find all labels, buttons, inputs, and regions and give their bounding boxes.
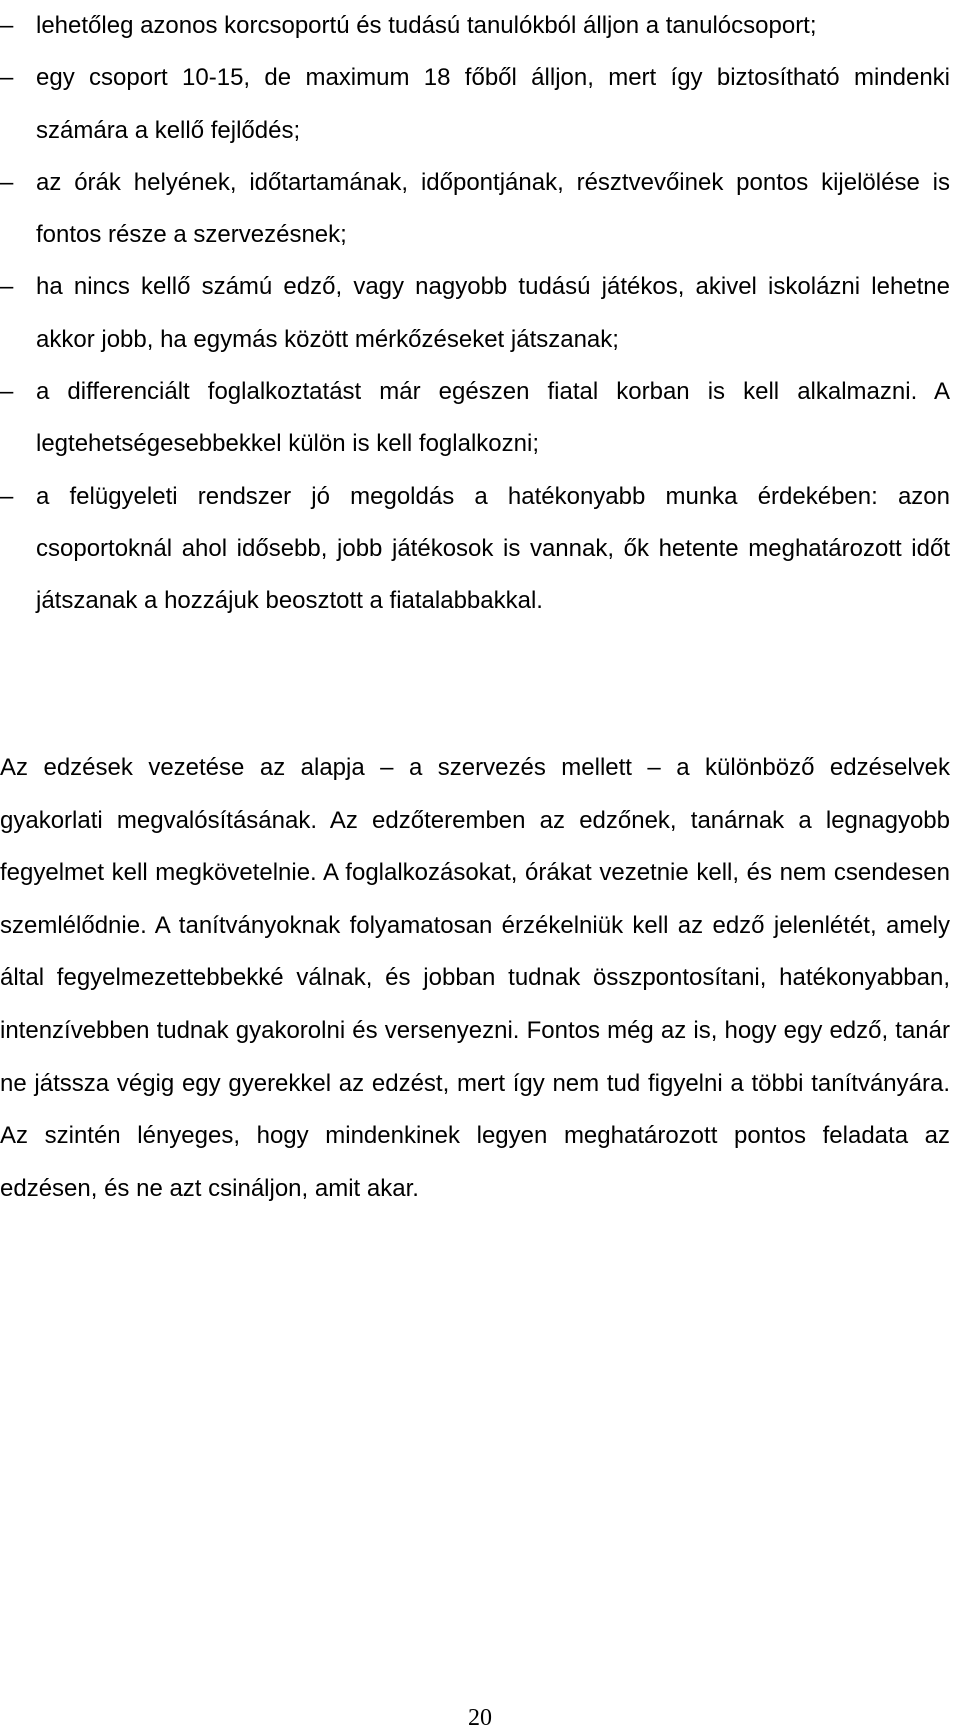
dash-bullet-icon: – <box>0 273 14 301</box>
list-item <box>0 0 960 52</box>
bullet-list <box>0 0 960 628</box>
list-item-text: ha nincs kellő számú edző, vagy nagyobb tudású játékos, akivel iskolázni lehetne akkor jobb, ha egymás között mérkőzéseket játszanak; <box>36 273 950 353</box>
list-item <box>0 157 960 262</box>
list-item <box>0 471 960 628</box>
list-item-text: egy csoport 10-15, de maximum 18 főből álljon, mert így biztosítható mindenki számára a kellő fejlődés; <box>36 64 950 144</box>
list-item-text: a felügyeleti rendszer jó megoldás a hatékonyabb munka érdekében: azon csoportoknál ahol idősebb, jobb játékosok is vannak, ők hetente meghatározott időt játszanak a hozzájuk beosztott a fiatalabbakkal. <box>36 482 950 615</box>
dash-bullet-icon: – <box>0 378 14 406</box>
list-item-text: a differenciált foglalkoztatást már egészen fiatal korban is kell alkalmazni. A legtehetségesebbekkel külön is kell foglalkozni; <box>36 378 950 458</box>
list-item <box>0 366 960 471</box>
dash-bullet-icon: – <box>0 168 14 196</box>
list-item <box>0 261 960 366</box>
dash-bullet-icon: – <box>0 482 14 510</box>
list-item-text: az órák helyének, időtartamának, időpontjának, résztvevőinek pontos kijelölése is fontos része a szervezésnek; <box>36 168 950 249</box>
dash-bullet-icon: – <box>0 64 14 92</box>
list-item-text: lehetőleg azonos korcsoportú és tudású tanulókból álljon a tanulócsoport; <box>36 12 817 39</box>
body-paragraph: Az edzések vezetése az alapja – a szervezés mellett – a különböző edzéselvek gyakorlati megvalósításának. Az edzőteremben az edzőnek, tanárnak a legnagyobb fegyelmet kell megkövetelnie. A foglalkozásokat, órákat vezetnie kell, és nem csendesen szemlélődnie. A tanítványoknak folyamatosan érzékelniük kell az edző jelenlétét, amely által fegyelmezettebbekké válnak, és jobban tudnak összpontosítani, hatékonyabban, intenzívebben tudnak gyakorolni és versenyezni. Fontos még az is, hogy egy edző, tanár ne játssza végig egy gyerekkel az edzést, mert így nem tud figyelni a többi tanítványára. Az szintén lényeges, hogy mindenkinek legyen meghatározott pontos feladata az edzésen, és ne azt csináljon, amit akar. <box>0 754 950 1202</box>
dash-bullet-icon: – <box>0 12 14 39</box>
list-item <box>0 52 960 157</box>
page-number: 20 <box>468 1705 492 1731</box>
